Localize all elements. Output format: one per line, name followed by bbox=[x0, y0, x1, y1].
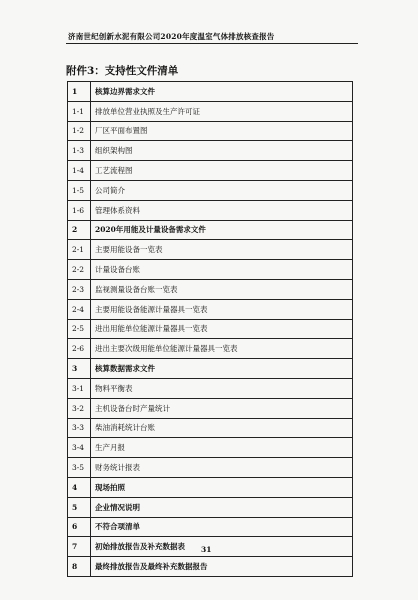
item-number: 3-2 bbox=[68, 398, 91, 418]
table-row bbox=[68, 299, 353, 319]
item-description: 初始排放报告及补充数据表 bbox=[91, 537, 353, 557]
item-number: 3-1 bbox=[68, 378, 91, 398]
table-row bbox=[68, 517, 353, 537]
table-row bbox=[68, 161, 353, 181]
item-description: 物料平衡表 bbox=[91, 378, 353, 398]
item-description: 排放单位营业执照及生产许可证 bbox=[91, 101, 353, 121]
table-row bbox=[68, 497, 353, 517]
item-description: 管理体系资料 bbox=[91, 200, 353, 220]
item-number: 7 bbox=[68, 537, 91, 557]
item-number: 3-3 bbox=[68, 418, 91, 438]
supporting-documents-table bbox=[67, 81, 353, 577]
item-description: 主要用能设备一览表 bbox=[91, 240, 353, 260]
header-divider bbox=[66, 43, 358, 44]
item-description: 现场拍照 bbox=[91, 477, 353, 497]
item-number: 4 bbox=[68, 477, 91, 497]
item-number: 2 bbox=[68, 220, 91, 240]
table-row bbox=[68, 200, 353, 220]
item-description: 财务统计报表 bbox=[91, 458, 353, 478]
table-row bbox=[68, 319, 353, 339]
item-description: 最终排放报告及最终补充数据报告 bbox=[91, 557, 353, 577]
table-row bbox=[68, 339, 353, 359]
item-description: 计量设备台账 bbox=[91, 260, 353, 280]
item-description: 进出用能单位能源计量器具一览表 bbox=[91, 319, 353, 339]
page-header: 济南世纪创新水泥有限公司2020年度温室气体排放核查报告 bbox=[68, 32, 275, 41]
item-number: 2-6 bbox=[68, 339, 91, 359]
item-number: 3 bbox=[68, 359, 91, 379]
item-description: 主机设备台时产量统计 bbox=[91, 398, 353, 418]
item-number: 2-2 bbox=[68, 260, 91, 280]
table-row bbox=[68, 141, 353, 161]
item-number: 8 bbox=[68, 557, 91, 577]
item-number: 6 bbox=[68, 517, 91, 537]
table-row bbox=[68, 438, 353, 458]
table-row bbox=[68, 240, 353, 260]
item-description: 核算数据需求文件 bbox=[91, 359, 353, 379]
item-number: 1-6 bbox=[68, 200, 91, 220]
table-row bbox=[68, 82, 353, 102]
item-description: 不符合项清单 bbox=[91, 517, 353, 537]
item-number: 1-4 bbox=[68, 161, 91, 181]
table-row bbox=[68, 398, 353, 418]
item-description: 监视测量设备台账一览表 bbox=[91, 279, 353, 299]
table-row bbox=[68, 279, 353, 299]
table-row bbox=[68, 359, 353, 379]
page-title: 附件3：支持性文件清单 bbox=[66, 65, 179, 77]
item-number: 2-5 bbox=[68, 319, 91, 339]
table-row bbox=[68, 220, 353, 240]
item-description: 工艺流程图 bbox=[91, 161, 353, 181]
page-number: 31 bbox=[201, 545, 212, 554]
item-number: 3-5 bbox=[68, 458, 91, 478]
table-row bbox=[68, 477, 353, 497]
item-number: 1-2 bbox=[68, 121, 91, 141]
item-number: 5 bbox=[68, 497, 91, 517]
item-description: 主要用能设备能源计量器具一览表 bbox=[91, 299, 353, 319]
table-row bbox=[68, 557, 353, 577]
table-row bbox=[68, 260, 353, 280]
item-number: 2-1 bbox=[68, 240, 91, 260]
item-description: 厂区平面布置图 bbox=[91, 121, 353, 141]
table-row bbox=[68, 121, 353, 141]
item-number: 2-4 bbox=[68, 299, 91, 319]
table-row bbox=[68, 180, 353, 200]
item-description: 2020年用能及计量设备需求文件 bbox=[91, 220, 353, 240]
table-row bbox=[68, 458, 353, 478]
table-row bbox=[68, 378, 353, 398]
item-number: 1-3 bbox=[68, 141, 91, 161]
item-description: 组织架构图 bbox=[91, 141, 353, 161]
item-description: 生产月报 bbox=[91, 438, 353, 458]
table-row bbox=[68, 101, 353, 121]
item-description: 公司简介 bbox=[91, 180, 353, 200]
item-number: 1 bbox=[68, 82, 91, 102]
item-description: 进出主要次级用能单位能源计量器具一览表 bbox=[91, 339, 353, 359]
item-description: 企业情况说明 bbox=[91, 497, 353, 517]
table-row bbox=[68, 418, 353, 438]
item-number: 2-3 bbox=[68, 279, 91, 299]
item-number: 1-5 bbox=[68, 180, 91, 200]
item-number: 1-1 bbox=[68, 101, 91, 121]
item-description: 柴油消耗统计台账 bbox=[91, 418, 353, 438]
item-number: 3-4 bbox=[68, 438, 91, 458]
item-description: 核算边界需求文件 bbox=[91, 82, 353, 102]
